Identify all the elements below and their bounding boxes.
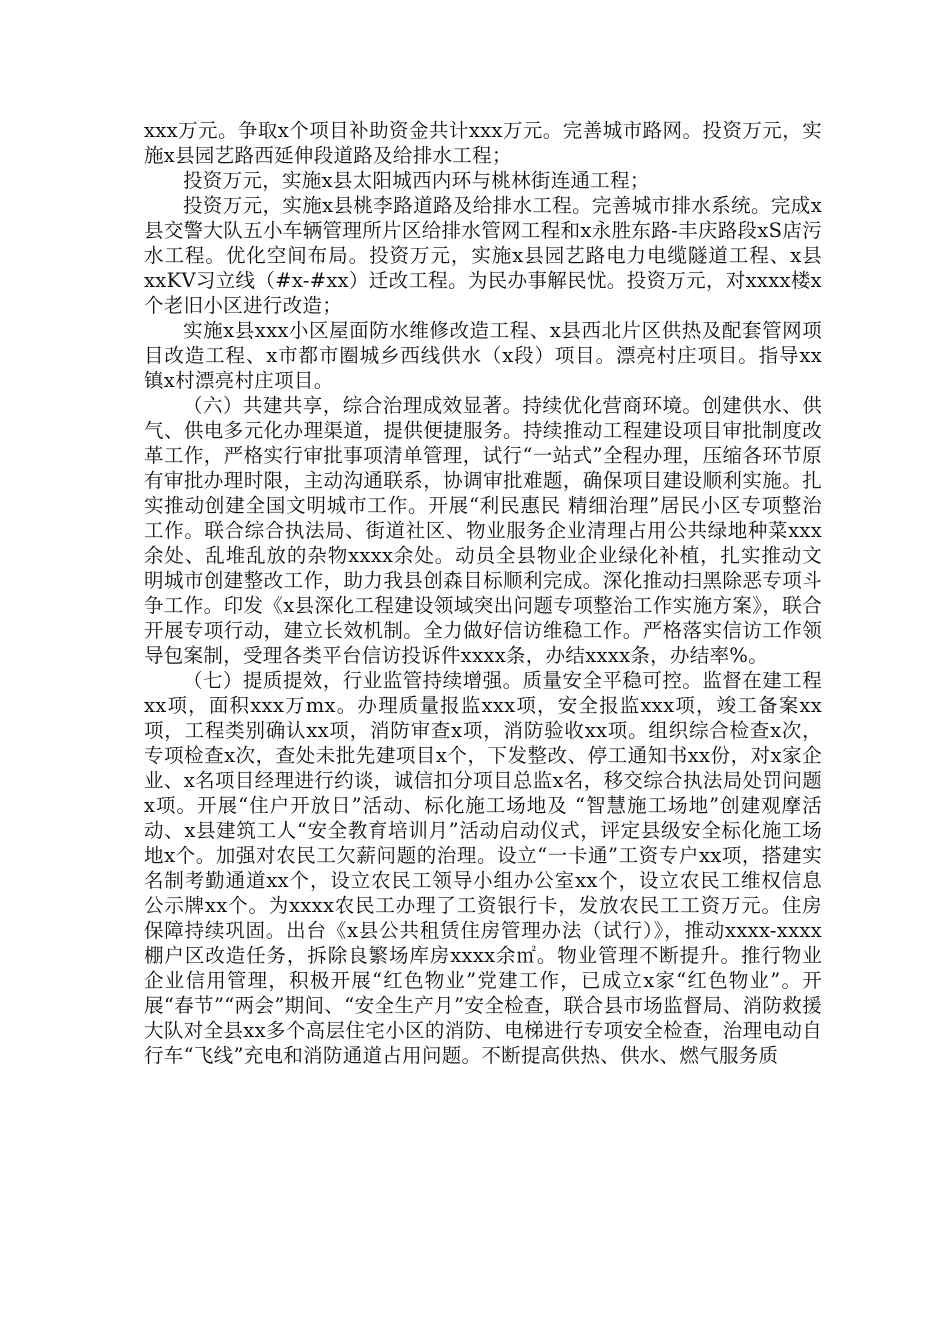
paragraph-4: 实施x县xxx小区屋面防水维修改造工程、x县西北片区供热及配套管网项目改造工程、x市都市圈城乡西线供水（x段）项目。漂亮村庄项目。指导xx镇x村漂亮村庄项目。 [144,319,822,392]
document-page [144,118,822,1068]
paragraph-section-7: （七）提质提效，行业监管持续增强。质量安全平稳可控。监督在建工程xx项，面积xxx万mx。办理质量报监xxx项，安全报监xxx项，竣工备案xx项，工程类别确认xx项，消防审查x项，消防验收xx项。组织综合检查x次，专项检查x次，查处未批先建项目x个，下发整改、停工通知书xx份，对x家企业、x名项目经理进行约谈，诚信扣分项目总监x名，移交综合执法局处罚问题x项。开展“住户开放日”活动、标化施工场地及 “智慧施工场地”创建观摩活动、x县建筑工人“安全教育培训月”活动启动仪式，评定县级安全标化施工场地x个。加强对农民工欠薪问题的治理。设立“一卡通”工资专户xx项，搭建实名制考勤通道xx个，设立农民工领导小组办公室xx个，设立农民工维权信息公示牌xx个。为xxxx农民工办理了工资银行卡，发放农民工工资万元。住房保障持续巩固。出台《x县公共租赁住房管理办法（试行）》，推动xxxx-xxxx棚户区改造任务，拆除良繁场库房xxxx余㎡。物业管理不断提升。推行物业企业信用管理，积极开展“红色物业”党建工作，已成立x家“红色物业”。开展“春节”“两会”期间、“安全生产月”安全检查，联合县市场监督局、消防救援大队对全县xx多个高层住宅小区的消防、电梯进行专项安全检查，治理电动自行车“飞线”充电和消防通道占用问题。不断提高供热、供水、燃气服务质 [144,669,822,1067]
paragraph-2: 投资万元，实施x县太阳城西内环与桃林街连通工程； [183,169,650,192]
paragraph-1: xxx万元。争取x个项目补助资金共计xxx万元。完善城市路网。投资万元，实施x县园艺路西延伸段道路及给排水工程； [144,119,822,167]
paragraph-section-6: （六）共建共享，综合治理成效显著。持续优化营商环境。创建供水、供气、供电多元化办理渠道，提供便捷服务。持续推动工程建设项目审批制度改革工作，严格实行审批事项清单管理，试行“一站式”全程办理，压缩各环节原有审批办理时限，主动沟通联系，协调审批难题，确保项目建设顺利实施。扎实推动创建全国文明城市工作。开展“利民惠民 精细治理”居民小区专项整治工作。联合综合执法局、街道社区、物业服务企业清理占用公共绿地种菜xxx余处、乱堆乱放的杂物xxxx余处。动员全县物业企业绿化补植，扎实推动文明城市创建整改工作，助力我县创森目标顺利完成。深化推动扫黑除恶专项斗争工作。印发《x县深化工程建设领域突出问题专项整治工作实施方案》，联合开展专项行动，建立长效机制。全力做好信访维稳工作。严格落实信访工作领导包案制，受理各类平台信访投诉件xxxx条，办结xxxx条，办结率%。 [144,394,822,667]
paragraph-3: 投资万元，实施x县桃李路道路及给排水工程。完善城市排水系统。完成x县交警大队五小车辆管理所片区给排水管网工程和x永胜东路-丰庆路段xS店污水工程。优化空间布局。投资万元，实施x县园艺路电力电缆隧道工程、x县xxKV习立线（#x-#xx）迁改工程。为民办事解民忧。投资万元，对xxxx楼x个老旧小区进行改造； [144,194,822,317]
